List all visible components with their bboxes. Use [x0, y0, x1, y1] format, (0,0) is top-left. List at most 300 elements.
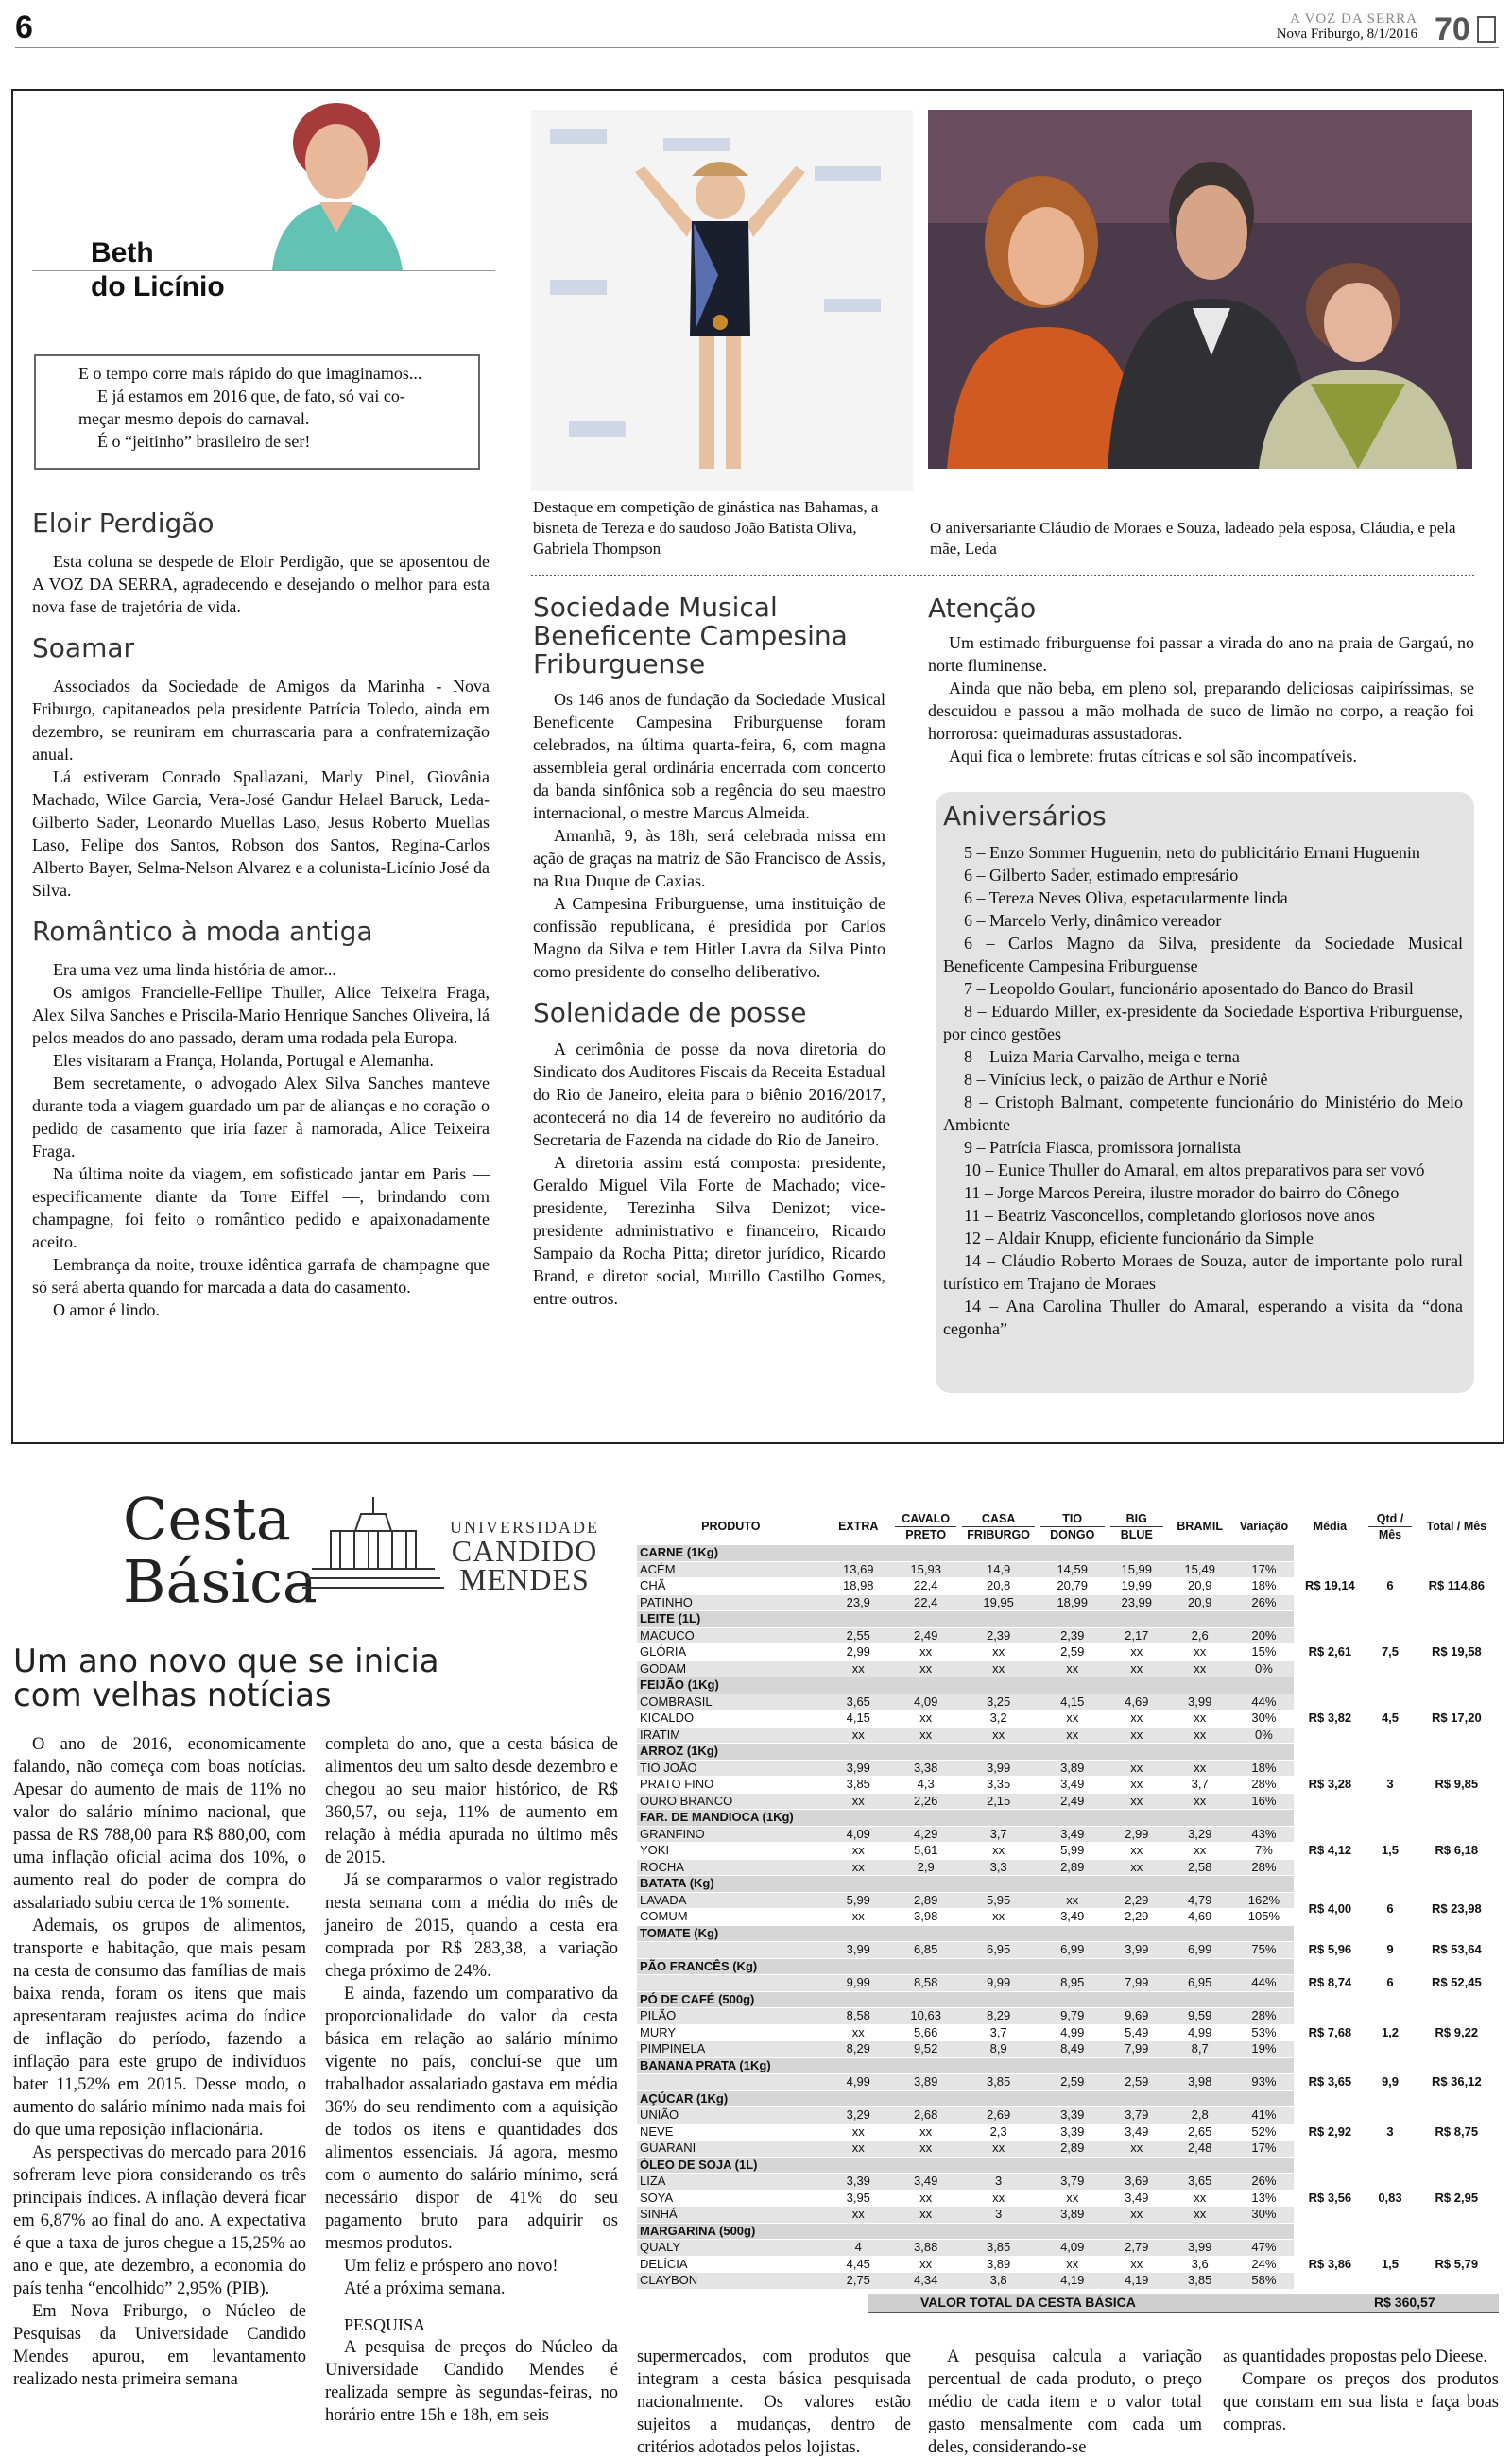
price-cell: 4,15: [1038, 1694, 1108, 1711]
page-number: 6: [15, 9, 33, 45]
section-title: Solenidade de posse: [533, 997, 807, 1028]
price-cell: 2,29: [1108, 1892, 1166, 1909]
price-cell: 2,59: [1038, 1644, 1108, 1661]
price-cell: 3: [959, 2207, 1038, 2224]
birthday-item: 6 – Carlos Magno da Silva, presidente da Sociedade Musical Beneficente Campesina Friburguense: [943, 934, 1463, 975]
paragraph: A pesquisa calcula a variação percentual de cada produto, o preço médio de cada item e o valor total gasto mensalmente com cada um deles, considerando-se: [928, 2347, 1202, 2457]
price-cell: 43%: [1233, 1826, 1294, 1843]
price-cell: 75%: [1233, 1942, 1294, 1959]
group-total: R$ 6,18: [1415, 1826, 1499, 1876]
table-row: [637, 2074, 1499, 2091]
price-cell: 8,9: [959, 2041, 1038, 2058]
price-cell: 2,99: [1108, 1826, 1166, 1843]
price-cell: 6,99: [1166, 1942, 1233, 1959]
price-cell: 6,85: [892, 1942, 959, 1959]
university-logo: [450, 1518, 599, 1596]
cesta-column-3: [637, 2346, 911, 2459]
quote-line: E já estamos em 2016 que, de fato, só vai co-: [97, 387, 405, 405]
header-casa: CASA FRIBURGO: [959, 1508, 1038, 1545]
header-total: Total / Mês: [1415, 1508, 1499, 1545]
group-name: TOMATE (Kg): [637, 1925, 1294, 1942]
family-caption: O aniversariante Cláudio de Moraes e Souza, ladeado pela esposa, Cláudia, e pela mãe, Leda: [930, 519, 1456, 558]
birthday-item: 9 – Patrícia Fiasca, promissora jornalista: [964, 1138, 1241, 1157]
cesta-column-2: [325, 1733, 618, 2427]
price-cell: 3,89: [959, 2256, 1038, 2273]
table-group-row: [637, 1677, 1499, 1694]
headline-line2: com velhas notícias: [13, 1677, 332, 1714]
price-cell: 4,09: [1038, 2240, 1108, 2257]
price-cell: xx: [825, 1909, 892, 1926]
quote-box: [34, 354, 480, 470]
price-cell: xx: [825, 1660, 892, 1677]
price-cell: xx: [959, 2141, 1038, 2158]
price-cell: xx: [892, 2207, 959, 2224]
birthday-item: 8 – Cristoph Balmant, competente funcionário do Ministério do Meio Ambiente: [943, 1092, 1463, 1134]
cesta-title-line2: Básica: [123, 1547, 318, 1616]
price-cell: 3,49: [1038, 1777, 1108, 1794]
price-cell: 3,8: [959, 2273, 1038, 2290]
product-name: COMBRASIL: [637, 1694, 825, 1711]
price-cell: 4,19: [1038, 2273, 1108, 2290]
table-group-row: [637, 1611, 1499, 1628]
product-name: QUALY: [637, 2240, 825, 2257]
paragraph: Um feliz e próspero ano novo!: [344, 2257, 558, 2276]
price-cell: 5,49: [1108, 2024, 1166, 2041]
price-cell: 0%: [1233, 1660, 1294, 1677]
product-name: ROCHA: [637, 1859, 825, 1876]
group-qtd: 4,5: [1366, 1694, 1414, 1744]
price-cell: 3,98: [1166, 2074, 1233, 2091]
price-cell: 2,49: [892, 1627, 959, 1644]
price-cell: 2,59: [1108, 2074, 1166, 2091]
price-cell: 20%: [1233, 1627, 1294, 1644]
price-cell: 3,49: [1108, 2124, 1166, 2141]
section-title: Sociedade Musical Beneficente Campesina Friburguense: [533, 592, 848, 679]
price-cell: 18%: [1233, 1760, 1294, 1777]
price-cell: 28%: [1233, 2008, 1294, 2025]
price-cell: xx: [1038, 1711, 1108, 1728]
group-name: BANANA PRATA (1Kg): [637, 2057, 1294, 2074]
price-cell: 3: [959, 2174, 1038, 2191]
price-cell: 3,49: [892, 2174, 959, 2191]
price-cell: 3,85: [825, 1777, 892, 1794]
paragraph: Já se compararmos o valor registrado nesta semana com a média do mês de janeiro de 2015, quando a cesta era comprada por R$ 283,38, a variação chega próximo de 24%.: [325, 1871, 618, 1981]
group-media: R$ 19,14: [1294, 1561, 1366, 1611]
price-cell: 3,89: [1038, 2207, 1108, 2224]
price-cell: xx: [1166, 1660, 1233, 1677]
group-name: PÃO FRANCÊS (Kg): [637, 1958, 1294, 1975]
price-cell: 15,99: [1108, 1561, 1166, 1578]
column-title-line1: Beth: [91, 237, 154, 268]
birthday-item: 6 – Marcelo Verly, dinâmico vereador: [964, 911, 1222, 930]
price-cell: 3,99: [1166, 1694, 1233, 1711]
price-cell: 3,98: [892, 1909, 959, 1926]
paragraph: Eles visitaram a França, Holanda, Portugal e Alemanha.: [53, 1051, 434, 1070]
price-cell: 2,75: [825, 2273, 892, 2290]
table-row: [637, 1627, 1499, 1644]
masthead: [1277, 11, 1418, 42]
price-cell: 3,2: [959, 1711, 1038, 1728]
price-cell: 4,15: [825, 1711, 892, 1728]
price-cell: xx: [1108, 2207, 1166, 2224]
group-qtd: 3: [1366, 2107, 1414, 2158]
header-bramil: BRAMIL: [1166, 1508, 1233, 1545]
price-cell: xx: [1038, 1727, 1108, 1744]
price-cell: 93%: [1233, 2074, 1294, 2091]
price-cell: 3,99: [1166, 2240, 1233, 2257]
group-total: R$ 2,95: [1415, 2174, 1499, 2224]
paragraph: As perspectivas do mercado para 2016 sofreram leve piora considerando os três principais índices. A inflação deverá ficar em 6,87% ao final do ano. A expectativa é que a taxa de juros chegue a 15,25% ao ano e que, ate dezembro, a economia do país tenha “encolhido” 2,95% (PIB).: [13, 2143, 306, 2298]
cesta-title: [123, 1485, 318, 1616]
dotted-separator: [531, 575, 1474, 576]
section-title: Romântico à moda antiga: [32, 916, 373, 947]
birthdays-box: [936, 792, 1474, 1393]
price-cell: 23,9: [825, 1594, 892, 1611]
price-cell: xx: [1166, 1843, 1233, 1860]
university-building-icon: [302, 1493, 444, 1595]
group-media: R$ 4,12: [1294, 1826, 1366, 1876]
price-cell: 3,89: [1038, 1760, 1108, 1777]
group-name: ARROZ (1Kg): [637, 1744, 1294, 1761]
header-big: BIG BLUE: [1108, 1508, 1166, 1545]
paragraph: Bem secretamente, o advogado Alex Silva Sanches manteve durante toda a viagem guardado um par de alianças e no coração o pedido de casamento que iria fazer à namorada, Alice Teixeira Fraga.: [32, 1074, 490, 1161]
svg-text:70: 70: [1435, 11, 1470, 47]
price-cell: 2,49: [1038, 1793, 1108, 1810]
header-variacao: Variação: [1233, 1508, 1294, 1545]
price-cell: 15,49: [1166, 1561, 1233, 1578]
price-cell: 2,79: [1108, 2240, 1166, 2257]
price-cell: 105%: [1233, 1909, 1294, 1926]
price-cell: 2,58: [1166, 1859, 1233, 1876]
paragraph: Lembrança da noite, trouxe idêntica garrafa de champagne que só será aberta quando for marcada a data do casamento.: [32, 1255, 490, 1297]
price-cell: 8,29: [825, 2041, 892, 2058]
group-media: R$ 3,56: [1294, 2174, 1366, 2224]
product-name: GRANFINO: [637, 1826, 825, 1843]
price-cell: 3,38: [892, 1760, 959, 1777]
anniversary-logo-icon: [1431, 9, 1499, 47]
price-cell: 2,26: [892, 1793, 959, 1810]
price-cell: xx: [1108, 1711, 1166, 1728]
price-cell: 4,34: [892, 2273, 959, 2290]
table-group-row: [637, 1876, 1499, 1893]
price-cell: 15%: [1233, 1644, 1294, 1661]
group-media: R$ 5,96: [1294, 1942, 1366, 1959]
price-cell: 3,7: [959, 2024, 1038, 2041]
price-cell: 4,79: [1166, 1892, 1233, 1909]
price-cell: xx: [1108, 1660, 1166, 1677]
birthday-item: 11 – Jorge Marcos Pereira, ilustre morador do bairro do Cônego: [964, 1183, 1400, 1202]
price-cell: 4,29: [892, 1826, 959, 1843]
univ-line: MENDES: [459, 1562, 590, 1596]
price-cell: 28%: [1233, 1777, 1294, 1794]
paragraph: A Campesina Friburguense, uma instituição de confissão republicana, é presidida por Carlos Magno da Silva e tem Hitler Lavra da Silva Pinto como presidente do conselho deliberativo.: [533, 894, 885, 981]
product-name: MACUCO: [637, 1627, 825, 1644]
paragraph: Ademais, os grupos de alimentos, transporte e habitação, que mais pesam na cesta de consumo das famílias de mais baixa renda, foram os itens que mais apresentaram reajustes acima do índice de inflação do período, fazendo a inflação para este grupo de indivíduos bater 11,52% em 2015. Desse modo, o aumento do salário mínimo nada mais foi do que uma reposição inflacionária.: [13, 1917, 306, 2140]
table-row: [637, 2240, 1499, 2257]
product-name: MURY: [637, 2024, 825, 2041]
price-cell: 24%: [1233, 2256, 1294, 2273]
price-cell: 4,69: [1108, 1694, 1166, 1711]
price-cell: 8,7: [1166, 2041, 1233, 2058]
product-name: CHÃ: [637, 1578, 825, 1595]
price-cell: 2,48: [1166, 2141, 1233, 2158]
group-media: R$ 3,82: [1294, 1694, 1366, 1744]
price-cell: xx: [959, 1909, 1038, 1926]
group-media: R$ 3,65: [1294, 2074, 1366, 2091]
price-cell: 20,79: [1038, 1578, 1108, 1595]
price-cell: 9,79: [1038, 2008, 1108, 2025]
price-cell: xx: [1108, 1760, 1166, 1777]
price-cell: 19,99: [1108, 1578, 1166, 1595]
price-cell: xx: [825, 2207, 892, 2224]
product-name: [637, 1942, 825, 1959]
price-cell: xx: [1108, 1644, 1166, 1661]
price-cell: 2,6: [1166, 1627, 1233, 1644]
price-cell: 26%: [1233, 1594, 1294, 1611]
quote-line: meçar mesmo depois do carnaval.: [78, 409, 310, 428]
price-cell: 3,7: [959, 1826, 1038, 1843]
price-cell: 3,85: [959, 2240, 1038, 2257]
price-cell: 4,3: [892, 1777, 959, 1794]
price-cell: 3,99: [825, 1942, 892, 1959]
price-cell: xx: [892, 1660, 959, 1677]
product-name: GLÓRIA: [637, 1644, 825, 1661]
price-cell: 3,39: [1038, 2107, 1108, 2124]
price-cell: 4: [825, 2240, 892, 2257]
paragraph: as quantidades propostas pelo Dieese.: [1223, 2347, 1487, 2366]
birthday-item: 14 – Cláudio Roberto Moraes de Souza, autor de importante polo rural turístico em Trajano de Moraes: [943, 1251, 1463, 1293]
price-cell: 10,63: [892, 2008, 959, 2025]
price-cell: 3,88: [892, 2240, 959, 2257]
price-cell: 3,79: [1108, 2107, 1166, 2124]
group-qtd: 6: [1366, 1892, 1414, 1925]
price-cell: xx: [1166, 1760, 1233, 1777]
price-cell: 20,8: [959, 1578, 1038, 1595]
price-cell: xx: [1166, 1644, 1233, 1661]
paragraph: Em Nova Friburgo, o Núcleo de Pesquisas da Universidade Candido Mendes apurou, em levantamento realizado nesta primeira semana: [13, 2302, 306, 2389]
group-name: BATATA (Kg): [637, 1876, 1294, 1893]
price-cell: 7,99: [1108, 1975, 1166, 1992]
price-cell: 52%: [1233, 2124, 1294, 2141]
price-cell: xx: [892, 2256, 959, 2273]
price-cell: 44%: [1233, 1694, 1294, 1711]
middle-column: [533, 593, 885, 1310]
table-row: [637, 2107, 1499, 2124]
header-qtd: Qtd / Mês: [1366, 1508, 1414, 1545]
price-cell: 5,61: [892, 1843, 959, 1860]
price-cell: 18,99: [1038, 1594, 1108, 1611]
section-title: Eloir Perdigão: [32, 507, 215, 539]
price-cell: 2,29: [1108, 1909, 1166, 1926]
table-group-row: [637, 1991, 1499, 2008]
price-cell: 3,85: [959, 2074, 1038, 2091]
price-cell: 15,93: [892, 1561, 959, 1578]
price-cell: 2,15: [959, 1793, 1038, 1810]
price-cell: xx: [1108, 1793, 1166, 1810]
price-cell: 3,29: [1166, 1826, 1233, 1843]
group-name: LEITE (1L): [637, 1611, 1294, 1628]
product-name: [637, 2074, 825, 2091]
paragraph: completa do ano, que a cesta básica de alimentos deu um salto desde dezembro e chegou ao seu maior histórico, de R$ 360,57, ou seja, 11% de aumento em relação à média apurada no último mês de 2015.: [325, 1735, 618, 1867]
product-name: PIMPINELA: [637, 2041, 825, 2058]
group-media: R$ 4,00: [1294, 1892, 1366, 1925]
price-cell: 3,99: [825, 1760, 892, 1777]
group-name: CARNE (1Kg): [637, 1545, 1294, 1562]
product-name: OURO BRANCO: [637, 1793, 825, 1810]
product-name: LIZA: [637, 2174, 825, 2191]
gymnast-caption: Destaque em competição de ginástica nas Bahamas, a bisneta de Tereza e do saudoso João Batista Oliva, Gabriela Thompson: [533, 498, 879, 558]
table-row: [637, 1760, 1499, 1777]
table-row: [637, 1892, 1499, 1909]
group-media: R$ 8,74: [1294, 1975, 1366, 1992]
cesta-column-4: [928, 2346, 1202, 2459]
table-row: [637, 2008, 1499, 2025]
price-cell: 20,9: [1166, 1594, 1233, 1611]
product-name: TIO JOÃO: [637, 1760, 825, 1777]
price-cell: 4,19: [1108, 2273, 1166, 2290]
product-name: GUARANI: [637, 2141, 825, 2158]
section-title: Soamar: [32, 632, 135, 663]
group-qtd: 1,5: [1366, 1826, 1414, 1876]
price-cell: 7,99: [1108, 2041, 1166, 2058]
product-name: IRATIM: [637, 1727, 825, 1744]
birthdays-title: Aniversários: [943, 800, 1107, 832]
price-cell: 3,3: [959, 1859, 1038, 1876]
price-cell: 30%: [1233, 2207, 1294, 2224]
price-cell: 2,17: [1108, 1627, 1166, 1644]
group-media: R$ 2,61: [1294, 1627, 1366, 1677]
price-cell: 2,55: [825, 1627, 892, 1644]
birthday-item: 7 – Leopoldo Goulart, funcionário aposentado do Banco do Brasil: [964, 979, 1414, 998]
product-name: UNIÃO: [637, 2107, 825, 2124]
price-cell: 2,39: [959, 1627, 1038, 1644]
price-cell: 3,65: [1166, 2174, 1233, 2191]
birthday-item: 8 – Eduardo Miller, ex-presidente da Sociedade Esportiva Friburguense, por cinco gestões: [943, 1002, 1463, 1043]
price-cell: xx: [1108, 1859, 1166, 1876]
price-cell: 22,4: [892, 1594, 959, 1611]
price-cell: 9,69: [1108, 2008, 1166, 2025]
price-cell: 4,09: [892, 1694, 959, 1711]
price-cell: 3,35: [959, 1777, 1038, 1794]
price-cell: 2,9: [892, 1859, 959, 1876]
price-cell: 6,95: [959, 1942, 1038, 1959]
group-qtd: 3: [1366, 1760, 1414, 1810]
quote-line: É o “jeitinho” brasileiro de ser!: [97, 432, 311, 451]
price-cell: xx: [892, 1711, 959, 1728]
table-row: [637, 1942, 1499, 1959]
price-cell: 2,65: [1166, 2124, 1233, 2141]
price-cell: 2,89: [1038, 1859, 1108, 1876]
price-cell: 28%: [1233, 1859, 1294, 1876]
birthdays-list: [943, 841, 1463, 1340]
price-cell: 3,6: [1166, 2256, 1233, 2273]
price-cell: xx: [1108, 2141, 1166, 2158]
price-cell: xx: [1038, 1660, 1108, 1677]
price-cell: 8,29: [959, 2008, 1038, 2025]
price-cell: xx: [825, 1843, 892, 1860]
price-cell: 58%: [1233, 2273, 1294, 2290]
product-name: COMUM: [637, 1909, 825, 1926]
price-cell: 8,58: [892, 1975, 959, 1992]
family-photo: [928, 110, 1472, 469]
price-cell: 47%: [1233, 2240, 1294, 2257]
price-cell: xx: [892, 1727, 959, 1744]
group-total: R$ 52,45: [1415, 1975, 1499, 1992]
table-row: [637, 1826, 1499, 1843]
product-name: YOKI: [637, 1843, 825, 1860]
table-group-row: [637, 1744, 1499, 1761]
price-cell: 5,99: [825, 1892, 892, 1909]
birthday-item: 6 – Tereza Neves Oliva, espetacularmente linda: [964, 888, 1288, 907]
table-row: [637, 1694, 1499, 1711]
group-media: R$ 3,86: [1294, 2240, 1366, 2290]
price-cell: 23,99: [1108, 1594, 1166, 1611]
price-cell: xx: [1108, 1843, 1166, 1860]
price-cell: xx: [1038, 2190, 1108, 2207]
group-qtd: 6: [1366, 1561, 1414, 1611]
column-title-line2: do Licínio: [91, 271, 225, 302]
price-cell: xx: [959, 1644, 1038, 1661]
paragraph: E ainda, fazendo um comparativo da proporcionalidade do valor da cesta básica em relação ao salário mínimo vigente no país, concluí-se que um trabalhador assalariado gastava em média 36% do seu rendimento com a aquisição de todos os itens e quantidades dos alimentos essenciais. Já agora, mesmo com o aumento do salário mínimo, será necessário dispor de 41% do seu pagamento bruto para adquirir os mesmos produtos.: [325, 1985, 618, 2253]
price-cell: xx: [892, 2190, 959, 2207]
left-column: [32, 508, 490, 1321]
quote-text: [78, 362, 475, 453]
price-cell: 4,45: [825, 2256, 892, 2273]
price-cell: 3,99: [959, 1760, 1038, 1777]
paragraph: Os amigos Francielle-Fellipe Thuller, Alice Teixeira Fraga, Alex Silva Sanches e Priscila-Mario Henrique Sanches Oliveira, lá pelos meados do ano passado, deram uma rodada pela Europa.: [32, 983, 490, 1047]
price-cell: 0%: [1233, 1727, 1294, 1744]
group-media: R$ 7,68: [1294, 2008, 1366, 2058]
paragraph: Um estimado friburguense foi passar a virada do ano na praia de Gargaú, no norte fluminense.: [928, 633, 1474, 675]
price-cell: 5,95: [959, 1892, 1038, 1909]
product-name: NEVE: [637, 2124, 825, 2141]
price-cell: xx: [1166, 1793, 1233, 1810]
product-name: PRATO FINO: [637, 1777, 825, 1794]
group-total: R$ 114,86: [1415, 1561, 1499, 1611]
price-cell: 8,95: [1038, 1975, 1108, 1992]
price-cell: 9,99: [959, 1975, 1038, 1992]
price-cell: 3,7: [1166, 1777, 1233, 1794]
paragraph: A pesquisa de preços do Núcleo da Universidade Candido Mendes é realizada sempre às segundas-feiras, no horário entre 15h e 18h, em seis: [325, 2338, 618, 2425]
price-cell: xx: [892, 2124, 959, 2141]
table-group-row: [637, 1810, 1499, 1827]
group-total: R$ 5,79: [1415, 2240, 1499, 2290]
price-cell: xx: [1108, 2256, 1166, 2273]
right-column: [928, 593, 1474, 767]
group-total: R$ 53,64: [1415, 1942, 1499, 1959]
price-cell: xx: [1166, 2207, 1233, 2224]
paragraph: supermercados, com produtos que integram a cesta básica pesquisada nacionalmente. Os valores estão sujeitos a mudanças, dentro de critérios adotados pelos lojistas.: [637, 2347, 911, 2457]
price-cell: xx: [959, 2190, 1038, 2207]
price-cell: 4,99: [1166, 2024, 1233, 2041]
group-media: R$ 2,92: [1294, 2107, 1366, 2158]
publication-name: A VOZ DA SERRA: [1290, 11, 1418, 26]
birthday-item: 6 – Gilberto Sader, estimado empresário: [964, 866, 1239, 885]
issue-date: Nova Friburgo, 8/1/2016: [1276, 26, 1418, 42]
group-qtd: 1,5: [1366, 2240, 1414, 2290]
price-cell: 26%: [1233, 2174, 1294, 2191]
product-name: [637, 1975, 825, 1992]
price-cell: 4,09: [825, 1826, 892, 1843]
group-total: R$ 19,58: [1415, 1627, 1499, 1677]
columnist-photo: [253, 91, 414, 270]
paragraph: Associados da Sociedade de Amigos da Marinha - Nova Friburgo, capitaneados pela presidente Patrícia Toledo, ainda em dezembro, se reuniram em churrascaria para a confraternização anual.: [32, 677, 490, 764]
header-cavalo: CAVALO PRETO: [892, 1508, 959, 1545]
table-group-row: [637, 1958, 1499, 1975]
price-cell: 18,98: [825, 1578, 892, 1595]
paragraph: Ainda que não beba, em pleno sol, preparando deliciosas caipiríssimas, se descuidou e passou a mão molhada de suco de limão no corpo, a reação foi horrorosa: queimaduras assustadoras.: [928, 679, 1474, 743]
paragraph: Até a próxima semana.: [344, 2279, 506, 2298]
